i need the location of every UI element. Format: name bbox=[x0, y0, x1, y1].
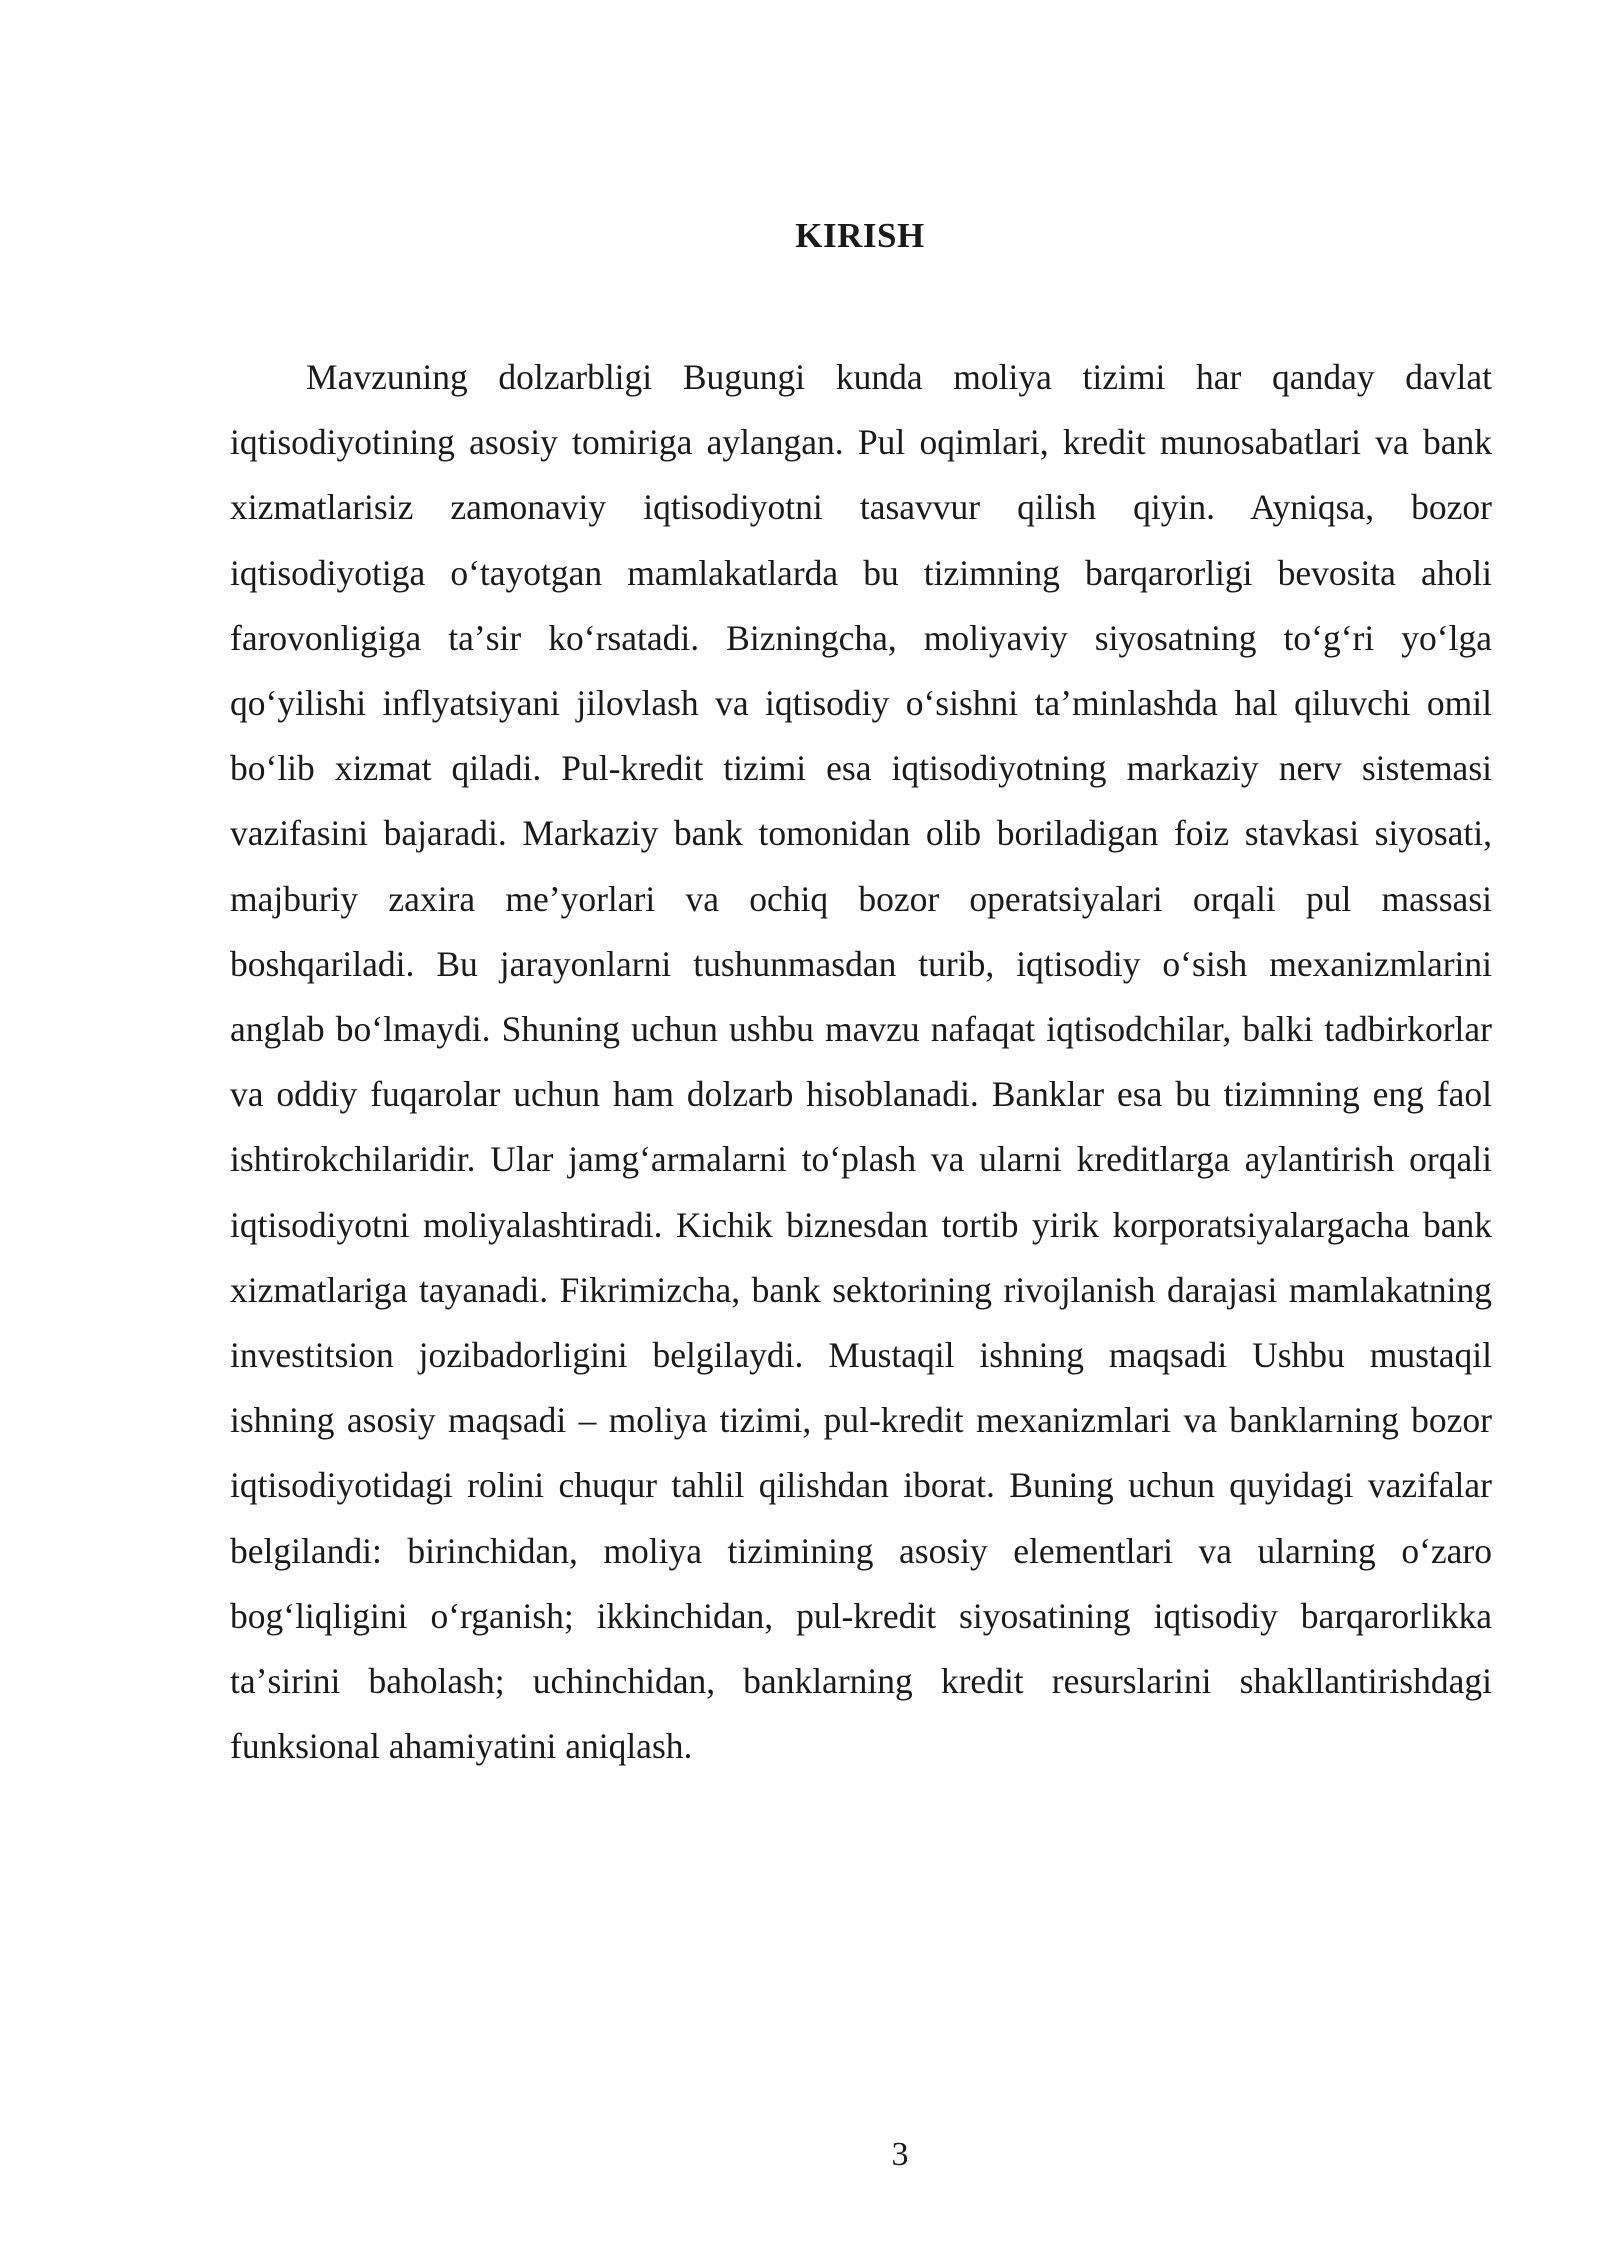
body-paragraph: Mavzuning dolzarbligi Bugungi kunda moliya tizimi har qanday davlat iqtisodiyotining asosiy tomiriga aylangan. Pul oqimlari, kredit munosabatlari va bank xizmatlarisiz zamonaviy iqtisodiyotni tasavvur qilish qiyin. Ayniqsa, bozor iqtisodiyotiga oʻtayotgan mamlakatlarda bu tizimning barqarorligi bevosita aholi farovonligiga taʼsir koʻrsatadi. Bizningcha, moliyaviy siyosatning toʻgʻri yoʻlga qoʻyilishi inflyatsiyani jilovlash va iqtisodiy oʻsishni taʼminlashda hal qiluvchi omil boʻlib xizmat qiladi. Pul-kredit tizimi esa iqtisodiyotning markaziy nerv sistemasi vazifasini bajaradi. Markaziy bank tomonidan olib boriladigan foiz stavkasi siyosati, majburiy zaxira meʼyorlari va ochiq bozor operatsiyalari orqali pul massasi boshqariladi. Bu jarayonlarni tushunmasdan turib, iqtisodiy oʻsish mexanizmlarini anglab boʻlmaydi. Shuning uchun ushbu mavzu nafaqat iqtisodchilar, balki tadbirkorlar va oddiy fuqarolar uchun ham dolzarb hisoblanadi. Banklar esa bu tizimning eng faol ishtirokchilaridir. Ular jamgʻarmalarni toʻplash va ularni kreditlarga aylantirish orqali iqtisodiyotni moliyalashtiradi. Kichik biznesdan tortib yirik korporatsiyalargacha bank xizmatlariga tayanadi. Fikrimizcha, bank sektorining rivojlanish darajasi mamlakatning investitsion jozibadorligini belgilaydi. Mustaqil ishning maqsadi Ushbu mustaqil ishning asosiy maqsadi – moliya tizimi, pul-kredit mexanizmlari va banklarning bozor iqtisodiyotidagi rolini chuqur tahlil qilishdan iborat. Buning uchun quyidagi vazifalar belgilandi: birinchidan, moliya tizimining asosiy elementlari va ularning oʻzaro bogʻliqligini oʻrganish; ikkinchidan, pul-kredit siyosatining iqtisodiy barqarorlikka taʼsirini baholash; uchinchidan, banklarning kredit resurslarini shakllantirishdagi funksional ahamiyatini aniqlash. bbox=[230, 357, 1492, 1767]
page-title: KIRISH bbox=[795, 216, 925, 255]
page-number: 3 bbox=[891, 2136, 909, 2173]
